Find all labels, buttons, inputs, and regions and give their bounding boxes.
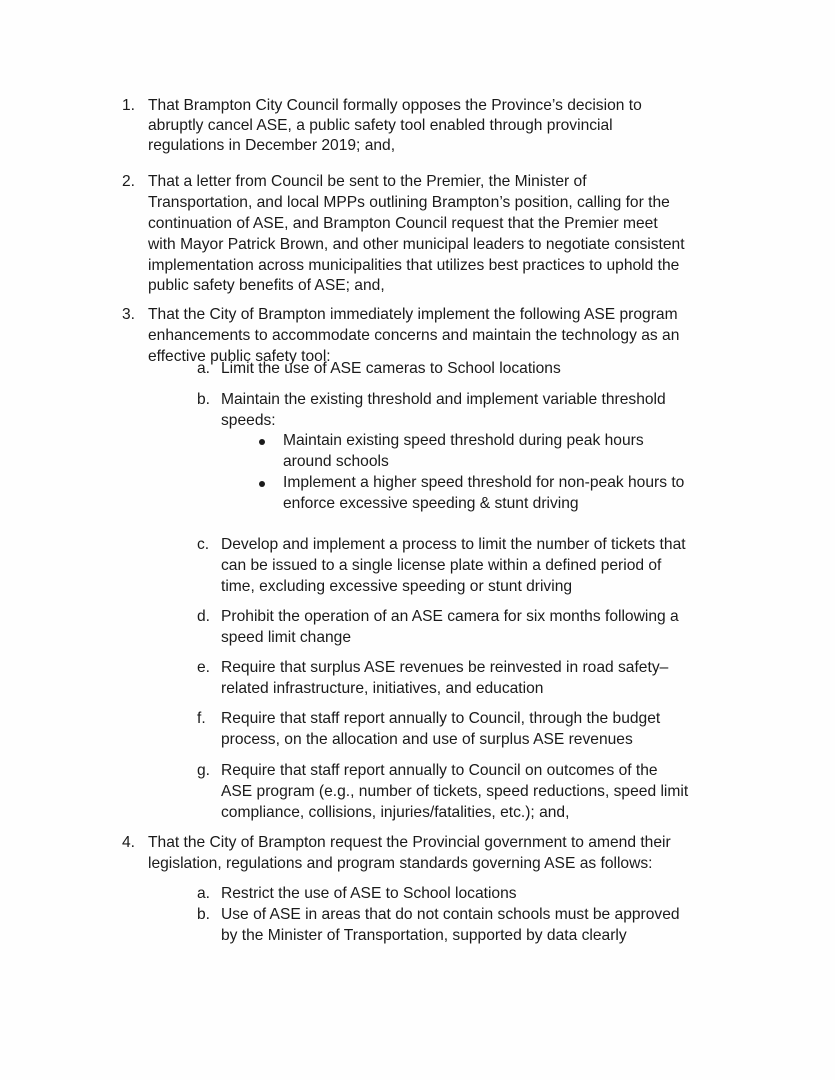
sub-item-text-line: Use of ASE in areas that do not contain schools must be approved (221, 906, 680, 923)
bullet-text-line: around schools (283, 453, 389, 470)
sub-item-text-line: Require that surplus ASE revenues be reinvested in road safety– (221, 659, 669, 676)
item-number: 3. (122, 306, 136, 323)
item-text-line: Transportation, and local MPPs outlining Brampton’s position, calling for the (148, 194, 670, 211)
item-number: 2. (122, 173, 136, 190)
item-text-line: That the City of Brampton request the Provincial government to amend their (148, 834, 671, 851)
sub-item-text-line: time, excluding excessive speeding or stunt driving (221, 578, 573, 595)
item-text-line: legislation, regulations and program standards governing ASE as follows: (148, 855, 653, 872)
item-text-line: continuation of ASE, and Brampton Council request that the Premier meet (148, 215, 658, 232)
sub-item-letter: b. (197, 906, 211, 923)
item-text-line: abruptly cancel ASE, a public safety tool enabled through provincial (148, 117, 613, 134)
sub-item-text-line: Develop and implement a process to limit the number of tickets that (221, 536, 686, 553)
sub-item-text-line: related infrastructure, initiatives, and education (221, 680, 544, 697)
sub-item-letter: a. (197, 360, 211, 377)
bullet-text-line: Maintain existing speed threshold during peak hours (283, 432, 644, 449)
item-text-line: That a letter from Council be sent to the Premier, the Minister of (148, 173, 587, 190)
sub-item-letter: d. (197, 608, 211, 625)
item-text-line: regulations in December 2019; and, (148, 137, 396, 154)
sub-item-text-line: process, on the allocation and use of surplus ASE revenues (221, 731, 633, 748)
sub-item-letter: c. (197, 536, 210, 553)
sub-item-text-line: Require that staff report annually to Council on outcomes of the (221, 762, 658, 779)
bullet-icon (259, 439, 265, 445)
item-number: 4. (122, 834, 136, 851)
sub-item-text-line: compliance, collisions, injuries/fatalities, etc.); and, (221, 804, 570, 821)
sub-item-letter: f. (197, 710, 206, 727)
item-text-line: implementation across municipalities that utilizes best practices to uphold the (148, 257, 680, 274)
bullet-text-line: enforce excessive speeding & stunt driving (283, 495, 579, 512)
bullet-icon (259, 481, 265, 487)
item-text-line: effective public safety tool: (148, 348, 331, 365)
sub-item-text-line: speed limit change (221, 629, 352, 646)
item-text-line: enhancements to accommodate concerns and maintain the technology as an (148, 327, 680, 344)
item-text-line: That Brampton City Council formally opposes the Province’s decision to (148, 97, 642, 114)
bullet-text-line: Implement a higher speed threshold for non-peak hours to (283, 474, 685, 491)
sub-item-letter: e. (197, 659, 211, 676)
sub-item-letter: g. (197, 762, 211, 779)
sub-item-letter: a. (197, 885, 211, 902)
sub-item-text-line: Restrict the use of ASE to School locations (221, 885, 517, 902)
sub-item-letter: b. (197, 391, 211, 408)
sub-item-text-line: Limit the use of ASE cameras to School locations (221, 360, 561, 377)
item-text-line: public safety benefits of ASE; and, (148, 277, 385, 294)
sub-item-text-line: by the Minister of Transportation, supported by data clearly (221, 927, 627, 944)
sub-item-text-line: speeds: (221, 412, 276, 429)
sub-item-text-line: can be issued to a single license plate within a defined period of (221, 557, 662, 574)
item-text-line: That the City of Brampton immediately implement the following ASE program (148, 306, 678, 323)
item-text-line: with Mayor Patrick Brown, and other municipal leaders to negotiate consistent (148, 236, 685, 253)
sub-item-text-line: ASE program (e.g., number of tickets, speed reductions, speed limit (221, 783, 689, 800)
item-number: 1. (122, 97, 136, 114)
sub-item-text-line: Prohibit the operation of an ASE camera for six months following a (221, 608, 679, 625)
sub-item-text-line: Maintain the existing threshold and implement variable threshold (221, 391, 666, 408)
sub-item-text-line: Require that staff report annually to Council, through the budget (221, 710, 661, 727)
